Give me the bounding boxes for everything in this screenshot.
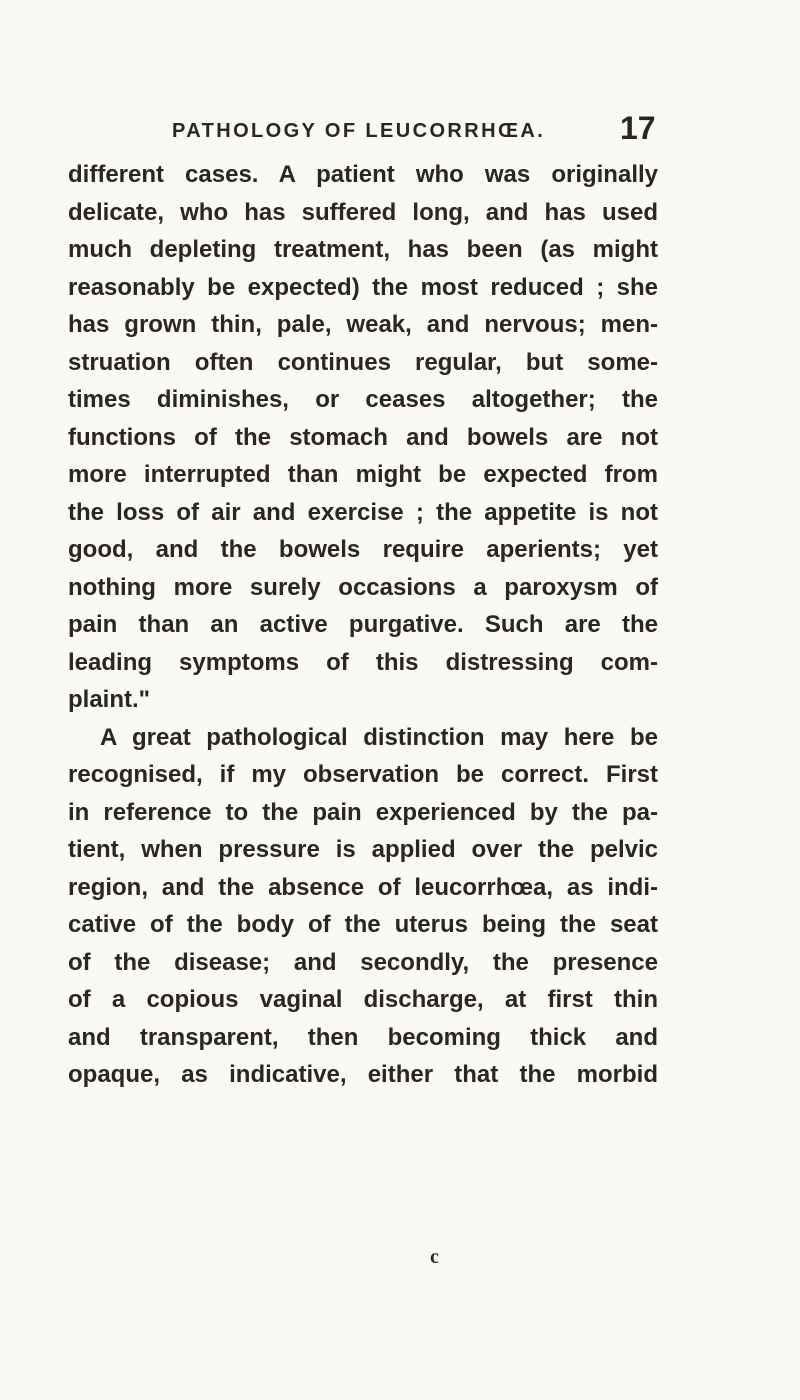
text-line: has grown thin, pale, weak, and nervous; men- [68, 311, 658, 338]
text-line: much depleting treatment, has been (as might [68, 236, 658, 263]
text-line: in reference to the pain experienced by the pa- [68, 798, 658, 826]
text-line: times diminishes, or ceases altogether; the [68, 386, 658, 413]
text-line: region, and the absence of leucorrhœa, as indi- [68, 873, 658, 901]
text-line: opaque, as indicative, either that the morbid [68, 1061, 658, 1088]
text-line: functions of the stomach and bowels are not [68, 423, 658, 451]
text-line: tient, when pressure is applied over the pelvic [68, 836, 658, 863]
text-line: nothing more surely occasions a paroxysm of [68, 573, 658, 601]
text-line: delicate, who has suffered long, and has used [68, 198, 658, 226]
text-line: leading symptoms of this distressing com- [68, 648, 658, 676]
text-line: plaint." [68, 686, 151, 713]
text-line: cative of the body of the uterus being the seat [68, 911, 658, 938]
text-line: pain than an active purgative. Such are the [68, 611, 658, 638]
text-line: recognised, if my observation be correct. First [68, 761, 658, 788]
text-line: reasonably be expected) the most reduced ; she [68, 273, 658, 301]
text-line: A great pathological distinction may here be [100, 723, 658, 751]
text-line: different cases. A patient who was originally [68, 161, 658, 188]
page-number: 17 [620, 110, 656, 146]
text-line: more interrupted than might be expected from [68, 461, 658, 488]
text-line: good, and the bowels require aperients; yet [68, 536, 658, 563]
body-text [68, 156, 658, 1094]
text-line: struation often continues regular, but some- [68, 348, 658, 376]
running-title: PATHOLOGY OF LEUCORRHŒA. [172, 120, 546, 142]
text-line: of the disease; and secondly, the presence [68, 948, 658, 976]
text-line: the loss of air and exercise ; the appetite is not [68, 498, 658, 526]
signature-mark: c [430, 1246, 439, 1268]
text-line: and transparent, then becoming thick and [68, 1023, 658, 1051]
running-head [0, 112, 800, 152]
text-line: of a copious vaginal discharge, at first thin [68, 986, 658, 1013]
